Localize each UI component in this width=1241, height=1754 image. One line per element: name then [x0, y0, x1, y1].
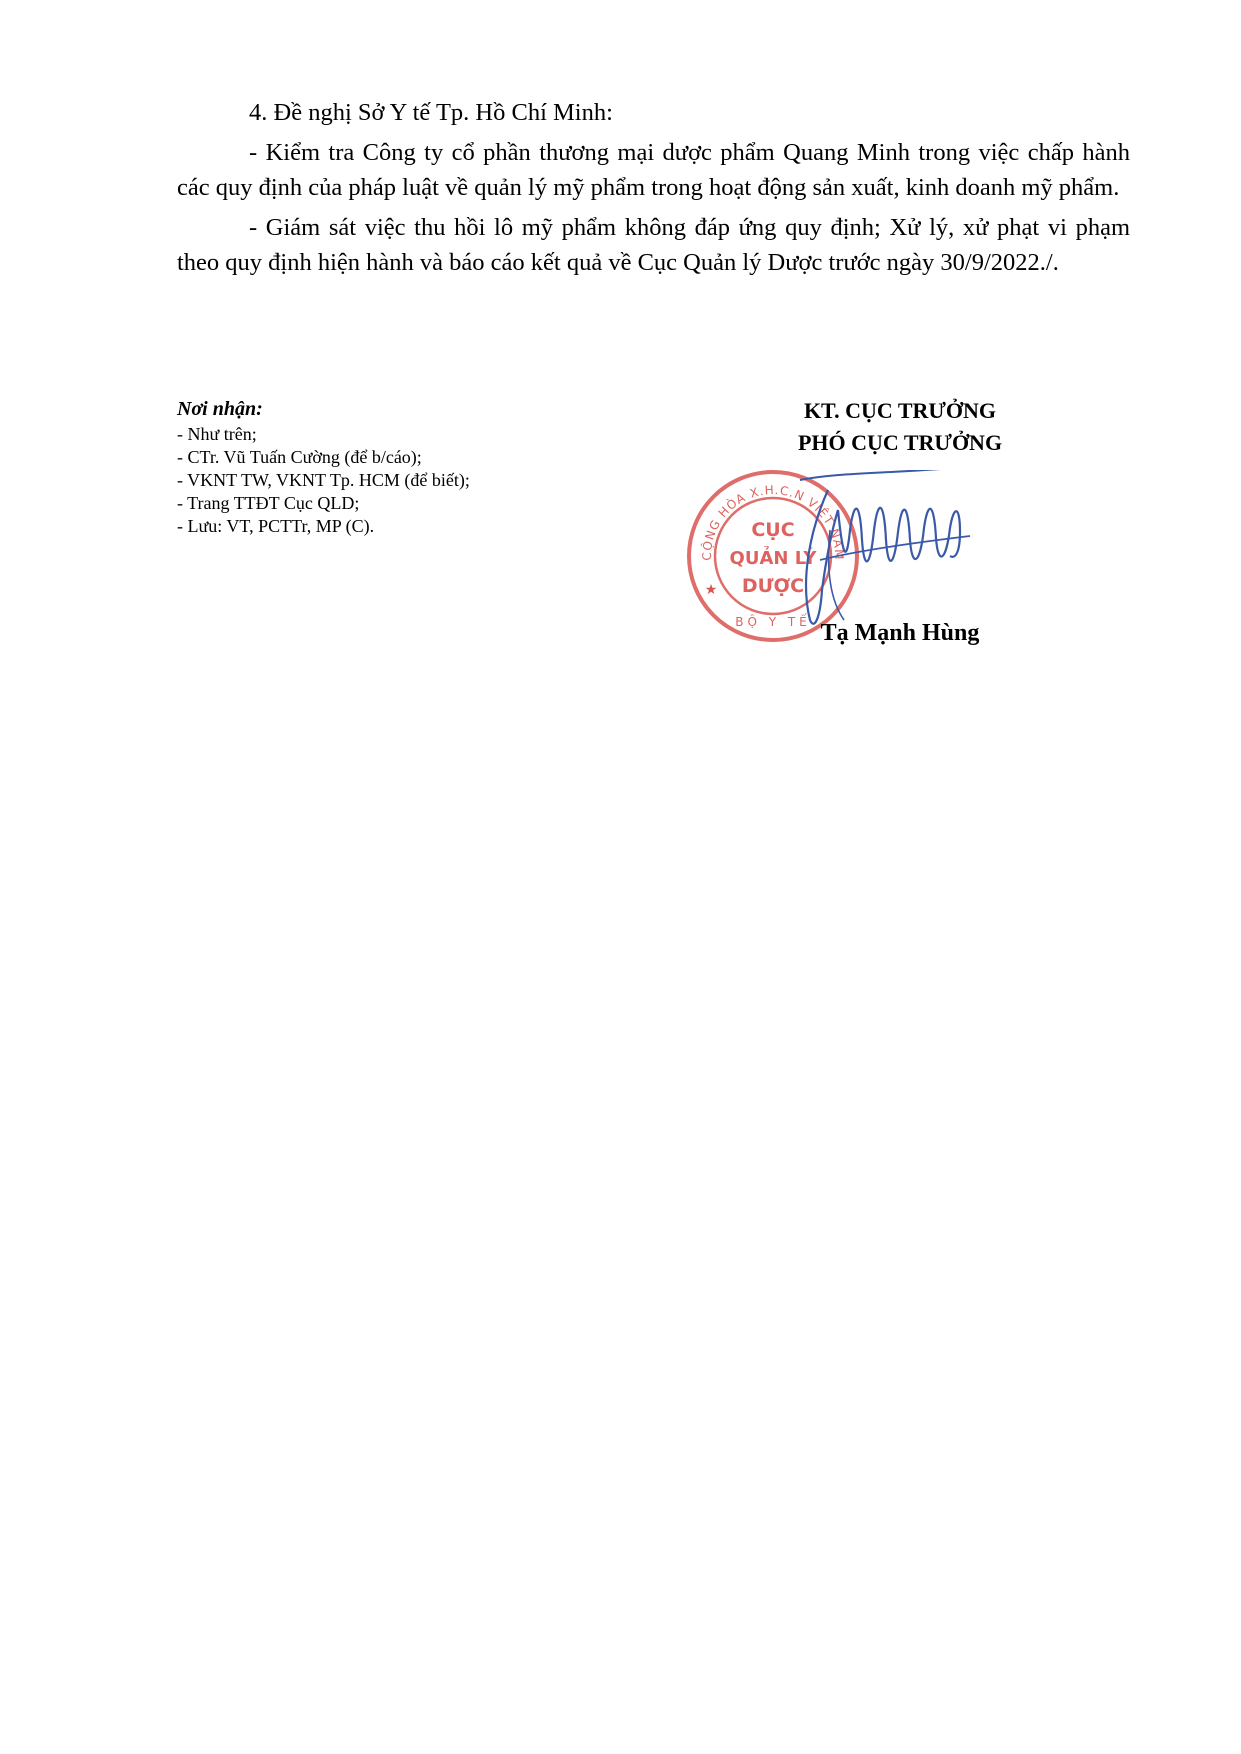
- recipients-title: Nơi nhận:: [177, 398, 263, 420]
- recipients-block: [177, 398, 617, 538]
- recipient-item: - Lưu: VT, PCTTr, MP (C).: [177, 516, 375, 536]
- signer-name: Tạ Mạnh Hùng: [820, 620, 980, 646]
- paragraph-supervision: - Giám sát việc thu hồi lô mỹ phẩm không đáp ứng quy định; Xử lý, xử phạt vi phạm theo quy định hiện hành và báo cáo kết quả về Cục Quản lý Dược trước ngày 30/9/2022./.: [177, 214, 1130, 276]
- paragraph-request: 4. Đề nghị Sở Y tế Tp. Hồ Chí Minh:: [249, 99, 613, 126]
- paragraph-inspection: - Kiểm tra Công ty cổ phần thương mại dược phẩm Quang Minh trong việc chấp hành các quy định của pháp luật về quản lý mỹ phẩm trong hoạt động sản xuất, kinh doanh mỹ phẩm.: [177, 139, 1130, 201]
- recipient-item: - Như trên;: [177, 424, 257, 444]
- recipient-item: - Trang TTĐT Cục QLD;: [177, 493, 360, 513]
- signer-title-block: [730, 395, 1070, 459]
- seal-center-line2: QUẢN LÝ: [729, 548, 817, 569]
- recipient-item: - CTr. Vũ Tuấn Cường (để b/cáo);: [177, 447, 422, 467]
- body-text: [177, 95, 1130, 285]
- seal-bottom-text: BỘ Y TẾ: [735, 615, 811, 629]
- recipients-list: [177, 423, 617, 538]
- signer-title-line1: KT. CỤC TRƯỞNG: [803, 398, 997, 423]
- handwritten-signature: [780, 470, 1010, 630]
- seal-star-icon: ★: [704, 583, 718, 598]
- recipient-item: - VKNT TW, VKNT Tp. HCM (để biết);: [177, 470, 470, 490]
- seal-center-line1: CỤC: [751, 519, 795, 541]
- seal-center-line3: DƯỢC: [741, 575, 805, 597]
- seal-ring-text: CỘNG HÒA X.H.C.N VIỆT NAM: [699, 482, 847, 561]
- signer-title-line2: PHÓ CỤC TRƯỞNG: [797, 430, 1003, 455]
